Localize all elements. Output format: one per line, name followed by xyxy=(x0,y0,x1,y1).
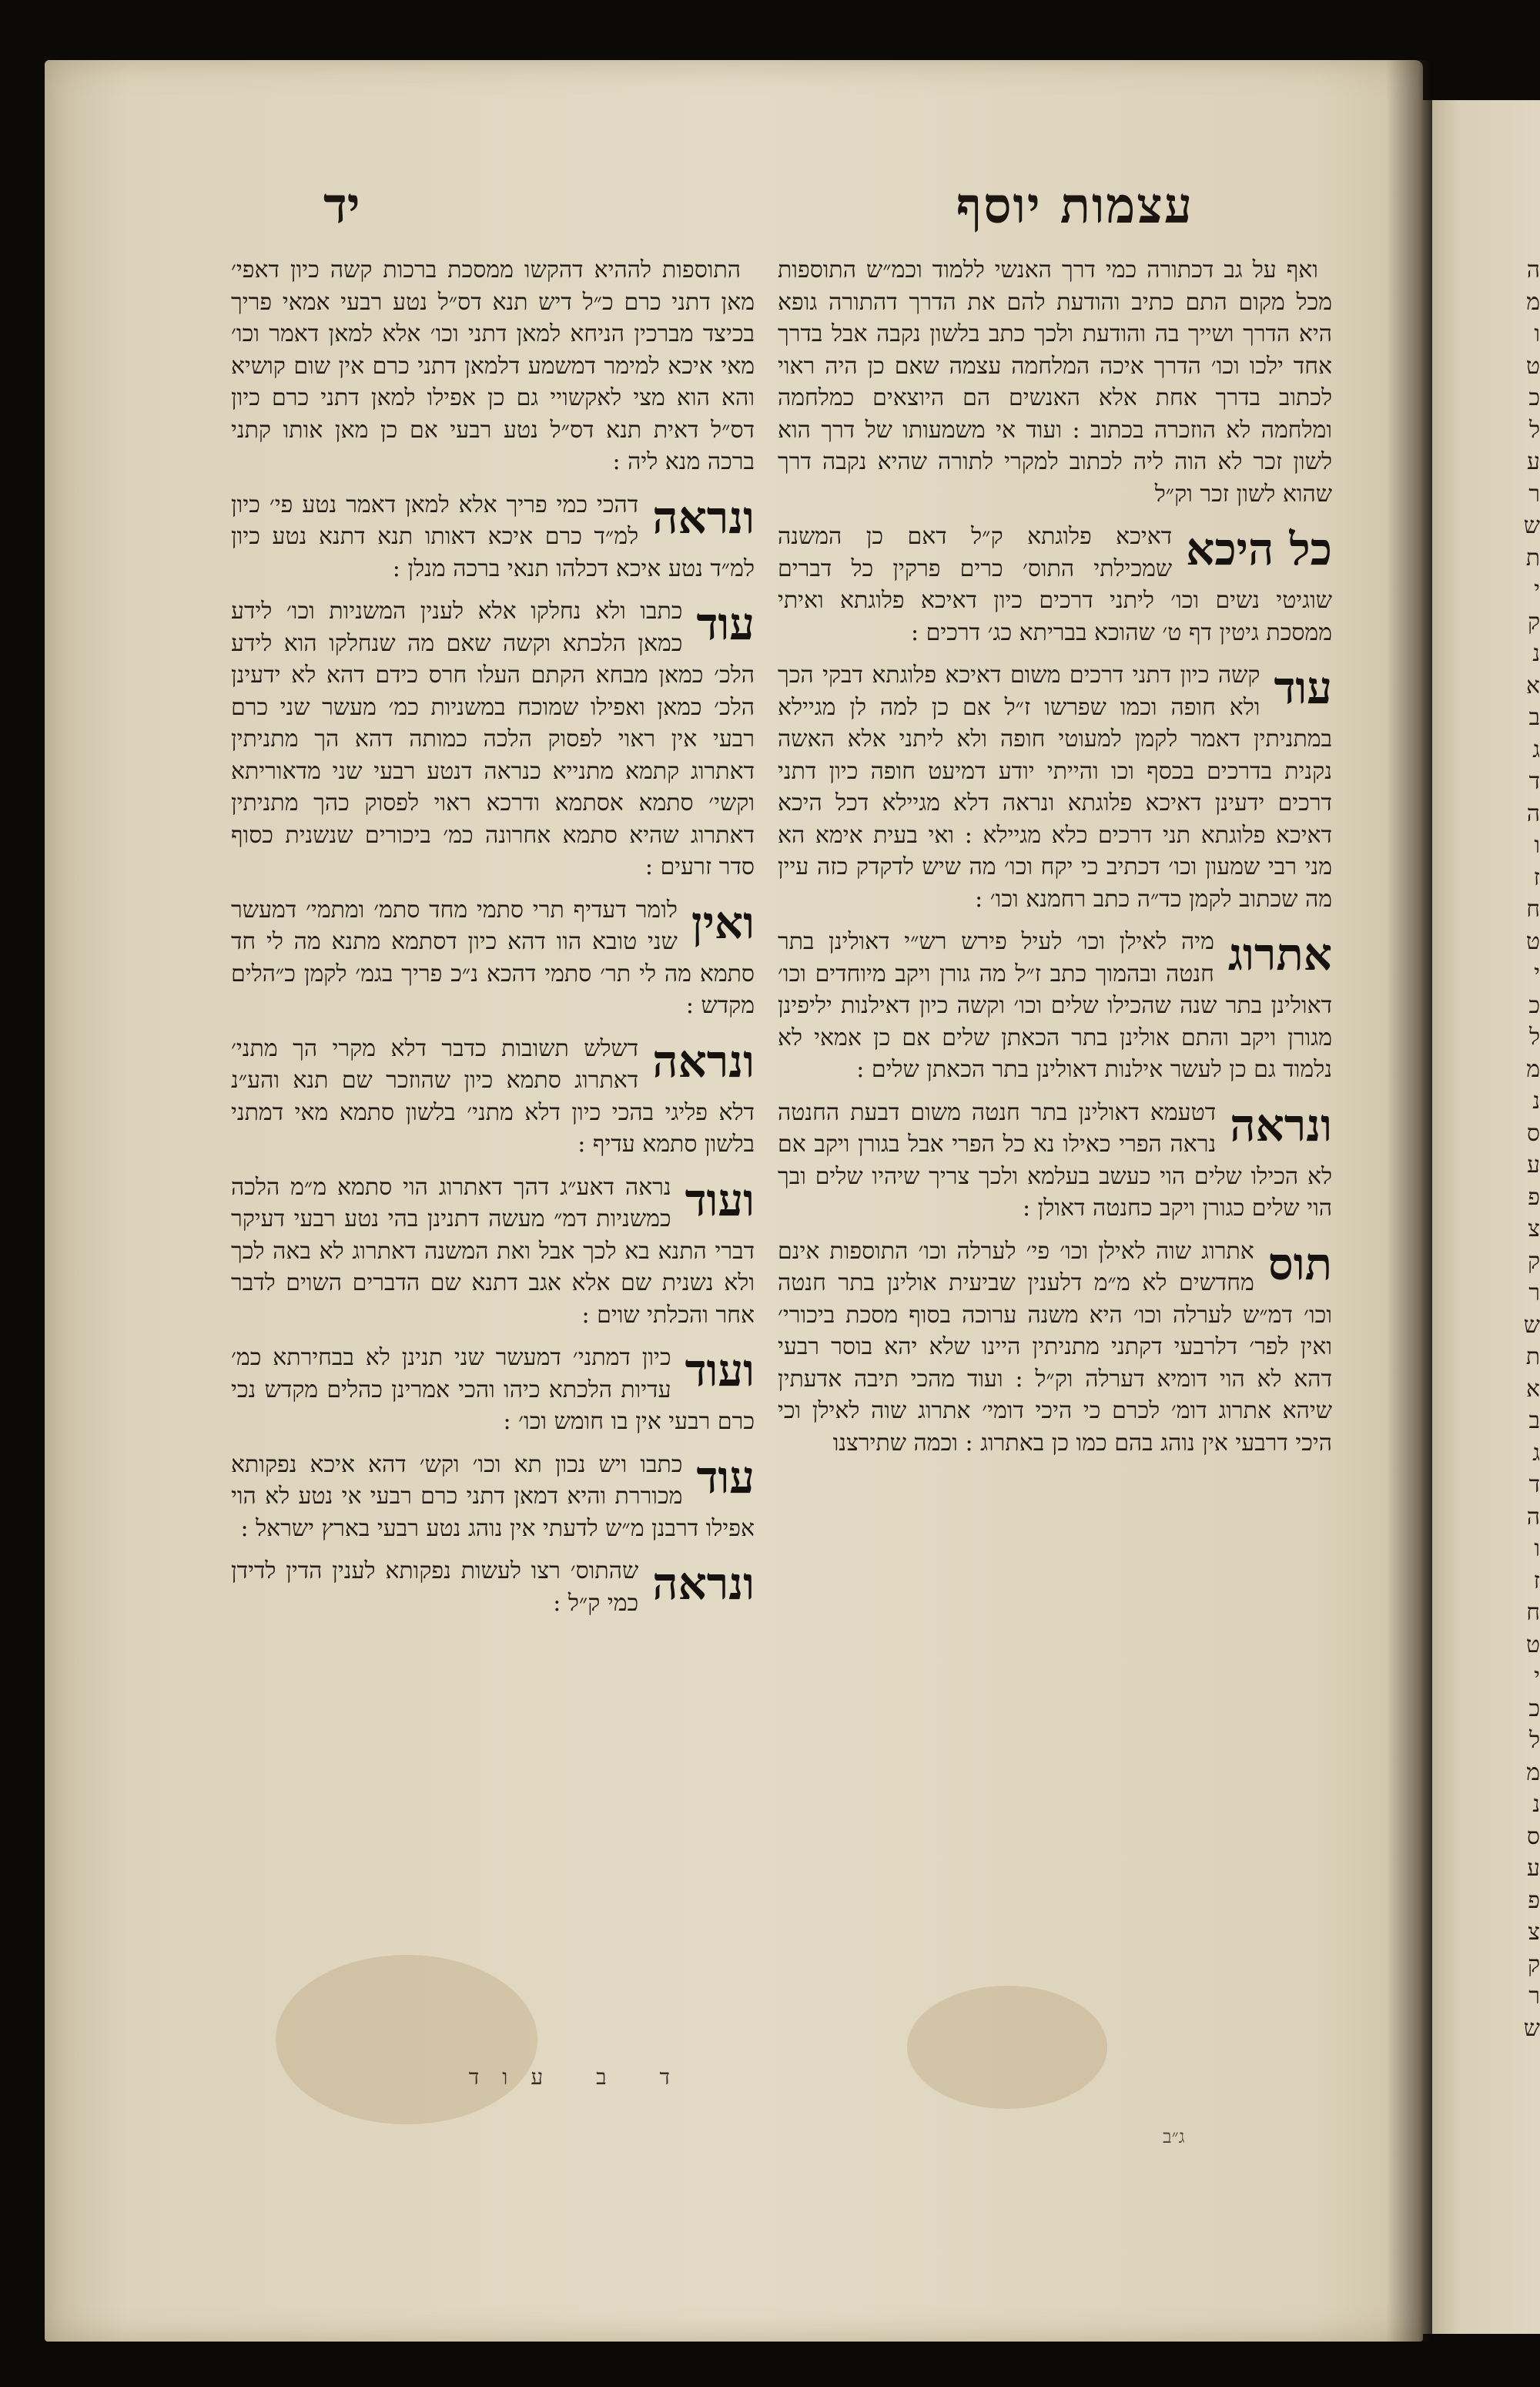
commentary-entry xyxy=(231,894,755,1022)
lemma-heading: ונראה xyxy=(1230,1098,1332,1152)
margin-fragment: ח xyxy=(1526,1599,1540,1626)
lemma-heading: כל היכא xyxy=(1186,523,1332,575)
commentary-entry xyxy=(231,1342,755,1438)
margin-fragment: צ xyxy=(1528,1919,1540,1946)
margin-fragment: ת xyxy=(1525,544,1540,572)
adjacent-page-text-fragments xyxy=(1509,254,1540,2044)
margin-fragment: ל xyxy=(1528,1727,1540,1754)
margin-fragment: ט xyxy=(1525,927,1540,955)
margin-fragment: א xyxy=(1525,1375,1540,1403)
margin-fragment: א xyxy=(1525,672,1540,699)
margin-fragment: ב xyxy=(1528,1407,1540,1434)
lemma-heading: ונראה xyxy=(652,491,755,544)
left-text-column xyxy=(231,254,755,1630)
commentary-text: כיון דמתני׳ דמעשר שני תנינן לא בבחירתא כמ׳ עדיות הלכתא כיהו והכי אמרינן כהלים מקדש נכי כרם רבעי אין בו חומש וכו׳ : xyxy=(231,1344,755,1435)
water-stain xyxy=(907,1986,1107,2109)
margin-fragment: ח xyxy=(1526,896,1540,923)
margin-fragment: ה xyxy=(1526,256,1540,283)
commentary-text: דהכי כמי פריך אלא למאן דאמר נטע פי׳ כיון למ״ד כרם איכא דאותו תנא דתנא נטע כיון למ״ד נטע איכא דכלהו תנאי ברכה מנלן : xyxy=(231,491,755,582)
margin-fragment: י xyxy=(1534,576,1540,603)
commentary-text: לומר דעדיף תרי סתמי מחד סתמ׳ ומתמי׳ דמעשר שני טובא הוו דהא כיון דסתמא מתנא מה לי חד סתמא מה לי תר׳ סתמי דהכא נ״כ פריך בגמ׳ לקמן כ״הלים מקדש : xyxy=(231,896,755,1019)
margin-fragment: ק xyxy=(1527,1950,1540,1978)
margin-fragment: ש xyxy=(1523,512,1540,539)
margin-fragment: נ xyxy=(1532,1791,1540,1818)
commentary-entry xyxy=(231,1449,755,1545)
margin-fragment: ע xyxy=(1527,448,1540,475)
margin-fragment: כ xyxy=(1528,991,1540,1019)
commentary-entry xyxy=(231,1555,755,1619)
lemma-heading: ונראה xyxy=(652,1034,755,1088)
margin-fragment: ו xyxy=(1534,1535,1540,1562)
commentary-entry xyxy=(778,1235,1332,1460)
lemma-heading: אתרוג xyxy=(1227,928,1332,981)
margin-fragment: צ xyxy=(1528,1215,1540,1242)
margin-fragment: מ xyxy=(1526,1055,1540,1083)
margin-fragment: ע xyxy=(1527,1152,1540,1178)
margin-fragment: מ xyxy=(1526,1758,1540,1786)
margin-fragment: ש xyxy=(1523,1311,1540,1339)
commentary-text: כתבו ויש נכון תא וכו׳ וקש׳ דהא איכא נפקותא מכוררת והיא דמאן דתני כרם רבעי אי נטע לא הוי אפילו דרבנן מ״ש לדעתי אין נוהג נטע רבעי בארץ ישראל : xyxy=(231,1450,755,1542)
commentary-text: אתרוג שוה לאילן וכו׳ פי׳ לערלה וכו׳ התוספות אינם מחדשים לא מ״מ דלענין שביעית אולינן בתר חנטה וכו׳ דמ״ש לערלה וכו׳ היא משנה ערוכה בסוף מסכת ביכורי׳ ואין לפר׳ דלרבעי דקתני מתניתין היינו שלא יהא בוסר רבעי דהא לא הוי דומיא דערלה וק״ל : ועוד מהכי תיבה אדעתין שיהא אתרוג דומ׳ לכרם כי היכי דומי׳ אתרוג שוה לאילן וכי היכי דרבעי אין נוהג בהם כמו כן באתרוג : וכמה שתירצנו xyxy=(778,1237,1332,1457)
margin-fragment: ז xyxy=(1533,1567,1540,1594)
lemma-heading: עוד xyxy=(696,1450,755,1504)
margin-fragment: י xyxy=(1534,1663,1540,1690)
lemma-heading: ועוד xyxy=(685,1344,755,1396)
margin-fragment: ש xyxy=(1523,2014,1540,2042)
margin-fragment: ט xyxy=(1525,352,1540,380)
commentary-entry xyxy=(778,926,1332,1086)
lemma-heading: ואין xyxy=(691,896,755,949)
margin-fragment: ס xyxy=(1526,1119,1540,1147)
commentary-text: קשה כיון דתני דרכים משום דאיכא פלוגתא דבקי הכך ולא חופה וכמו שפרשו ז״ל אם כן למה לן מגיילא במתניתין דאמר לקמן למעוטי חופה ולא ליתני אלא האשה נקנית בדרכים בכסף וכו והייתי יודע דמיעט חופה כיון דתני דרכים ידעינן דאיכא פלוגתא ונראה דלא מגיילא דכל היכא דאיכא פלוגתא תני דרכים כלא מגיילא : ואי בעית אימא הא מני רבי שמעון וכו׳ דכתיב כי יקח וכו׳ מה שיש לדקדק כזה עיין מה שכתוב לקמן כד״ה כתב רחמנא וכו׳ : xyxy=(778,662,1332,913)
lemma-heading: ונראה xyxy=(652,1557,755,1610)
commentary-text: כתבו ולא נחלקו אלא לענין המשניות וכו׳ לידע כמאן הלכתא וקשה שאם מה שנחלקו הוא לידע הלכ׳ כמאן מבחא הקתם העלו חרס כידם דהא לא ידעינן הלכ׳ כמאן ואפילו שמוכח במשניות כמ׳ מעשר שני כרם רבעי אין ראוי לפסוק הלכה כמותה דהא הך מתניתין דאתרוג קתמא מתנייא כנראה דנטע רבעי שני מדאוריתא וקשי׳ סתמא אסתמא ודרכא ראוי לפסוק כהך מתניתין דאתרוג שהיא סתמא אחרונה כמ׳ ביכורים שנשנית כסוף סדר זרעים : xyxy=(231,598,755,880)
margin-fragment: ה xyxy=(1526,800,1540,827)
commentary-entry xyxy=(231,1172,755,1332)
catchword: ד ב עוד xyxy=(468,2064,693,2090)
margin-fragment: פ xyxy=(1528,1183,1540,1211)
commentary-text: התוספות לההיא דהקשו ממסכת ברכות קשה כיון דאפי׳ מאן דתני כרם כ״ל דיש תנא דס״ל נטע רבעי אמאי פריך בכיצד מברכין הניחא למאן דתני וכו׳ אלא למאן דאמר וכו׳ מאי איכא למימר דמשמע דלמאן דתני כרם אין שום קושיא והא הוא מצי לאקשויי גם כן אפילו למאן דתני כרם כיון דס״ל דאית תנא דס״ל נטע רבעי אם כן מאן אותו קתני ברכה מנא ליה : xyxy=(231,256,755,475)
margin-fragment: ק xyxy=(1527,1247,1540,1275)
margin-fragment: ס xyxy=(1526,1822,1540,1850)
margin-fragment: פ xyxy=(1528,1886,1540,1914)
page-header xyxy=(300,177,1317,246)
margin-fragment: ו xyxy=(1534,320,1540,347)
margin-fragment: ד xyxy=(1528,1471,1540,1498)
margin-fragment: ט xyxy=(1525,1631,1540,1658)
margin-fragment: ר xyxy=(1528,480,1540,508)
signature-mark: ג״ב xyxy=(1163,2126,1185,2147)
margin-fragment: ר xyxy=(1528,1983,1540,2010)
margin-fragment: ו xyxy=(1534,832,1540,859)
lemma-heading: עוד xyxy=(696,598,755,650)
margin-fragment: נ xyxy=(1532,1088,1540,1115)
margin-fragment: ב xyxy=(1528,704,1540,731)
margin-fragment: מ xyxy=(1526,288,1540,316)
commentary-text: שהתוס׳ רצו לעשות נפקותא לענין הדין לדידן כמי ק״ל : xyxy=(231,1557,639,1617)
right-text-column xyxy=(778,254,1332,1470)
margin-fragment: ג xyxy=(1532,736,1540,763)
folio-number: יד xyxy=(323,177,360,235)
margin-fragment: נ xyxy=(1532,640,1540,667)
margin-fragment: ז xyxy=(1533,863,1540,891)
commentary-text: נראה דאע״ג דהך דאתרוג הוי סתמא מ״מ הלכה כמשניות דמ״ מעשה דתנינן בהי נטע רבעי דעיקר דברי התנא בא לכך אבל ואת המשנה דאתרוג לא באה לכך ולא נשנית שם אלא אגב דתנא שם הדברים השוים לדבר אחר והכלתי שוים : xyxy=(231,1173,755,1329)
commentary-entry xyxy=(778,521,1332,649)
commentary-entry xyxy=(231,1033,755,1161)
margin-fragment: כ xyxy=(1528,1695,1540,1722)
running-title: עצמות יוסף xyxy=(956,177,1194,235)
margin-fragment: ר xyxy=(1528,1279,1540,1306)
commentary-entry xyxy=(231,489,755,585)
margin-fragment: ל xyxy=(1528,416,1540,444)
commentary-entry xyxy=(778,1097,1332,1225)
water-stain xyxy=(276,1955,537,2124)
lemma-heading: עוד xyxy=(1274,662,1332,714)
commentary-text: מיה לאילן וכו׳ לעיל פירש רש״י דאולינן בתר חנטה ובהמוך כתב ז״ל מה גורן ויקב מיוחדים וכו׳ דאולינן בתר שנה שהכילו שלים וכו׳ וקשה כיון דאילנות יליפינן מגורן ויקב והתם אולינן בתר הכאתן שלים אם כן אמאי לא נלמוד גם כן לעשר אילנות דאולינן בתר הכאתן שלים : xyxy=(778,928,1332,1083)
commentary-entry xyxy=(778,659,1332,915)
commentary-text: דטעמא דאולינן בתר חנטה משום דבעת החנטה נראה הפרי כאילו נא כל הפרי אבל בגורן ויקב אם לא הכילו שלים הוי כעשב בעלמא ולכך צריך שיהיו שלים ובך הוי שלים כגורן ויקב כחנטה דאולן : xyxy=(778,1098,1332,1222)
commentary-entry xyxy=(231,254,755,478)
commentary-entry xyxy=(778,254,1332,510)
margin-fragment: י xyxy=(1534,960,1540,987)
commentary-text: ואף על גב דכתורה כמי דרך האנשי ללמוד וכמ״ש התוספות מכל מקום התם כתיב והודעת להם את הדרך דהתורה גופא היא הדרך ושייך בה והודעת ולכך כתב בלשון נקבה אבל בדרך אחד ילכו וכו׳ הדרך איכה המלחמה עצמה שאם כן היה ראוי לכתוב בדרך אחת אלא האנשים הם היוצאים כמלחמה ומלחמה לא הוזכרה בכתוב : ועוד אי משמעותו של דרך הוא לשון זכר לא הוה ליה לכתוב למקרי לתורה שהיא נקבה דרך שהוא לשון זכר וק״ל xyxy=(778,256,1332,508)
commentary-entry xyxy=(231,595,755,883)
commentary-text: דשלש תשובות כדבר דלא מקרי הך מתני׳ דאתרוג סתמא כיון שהוזכר שם תנא והע״נ דלא פליגי בהכי כיון דלא מתני׳ בלשון סתמא מאי דמתני בלשון סתמא עדיף : xyxy=(231,1034,755,1158)
margin-fragment: ל xyxy=(1528,1024,1540,1051)
margin-fragment: ק xyxy=(1527,608,1540,635)
margin-fragment: ד xyxy=(1528,768,1540,795)
margin-fragment: כ xyxy=(1528,384,1540,411)
lemma-heading: תוס xyxy=(1267,1237,1332,1290)
margin-fragment: ע xyxy=(1527,1855,1540,1882)
lemma-heading: ועוד xyxy=(685,1173,755,1226)
margin-fragment: ת xyxy=(1525,1343,1540,1370)
margin-fragment: ג xyxy=(1532,1439,1540,1467)
gutter-shadow xyxy=(1386,60,1432,2342)
commentary-text: דאיכא פלוגתא ק״ל דאם כן המשנה שמכילתי התוס׳ כרים פרקין כל דברים שוגיטי נשים וכו׳ ליתני דרכים כיון דאיכא פלוגתא ואיתי ממסכת גיטין דף ט׳ שהוכא בבריתא כג׳ דרכים : xyxy=(778,523,1332,646)
margin-fragment: ה xyxy=(1526,1503,1540,1530)
